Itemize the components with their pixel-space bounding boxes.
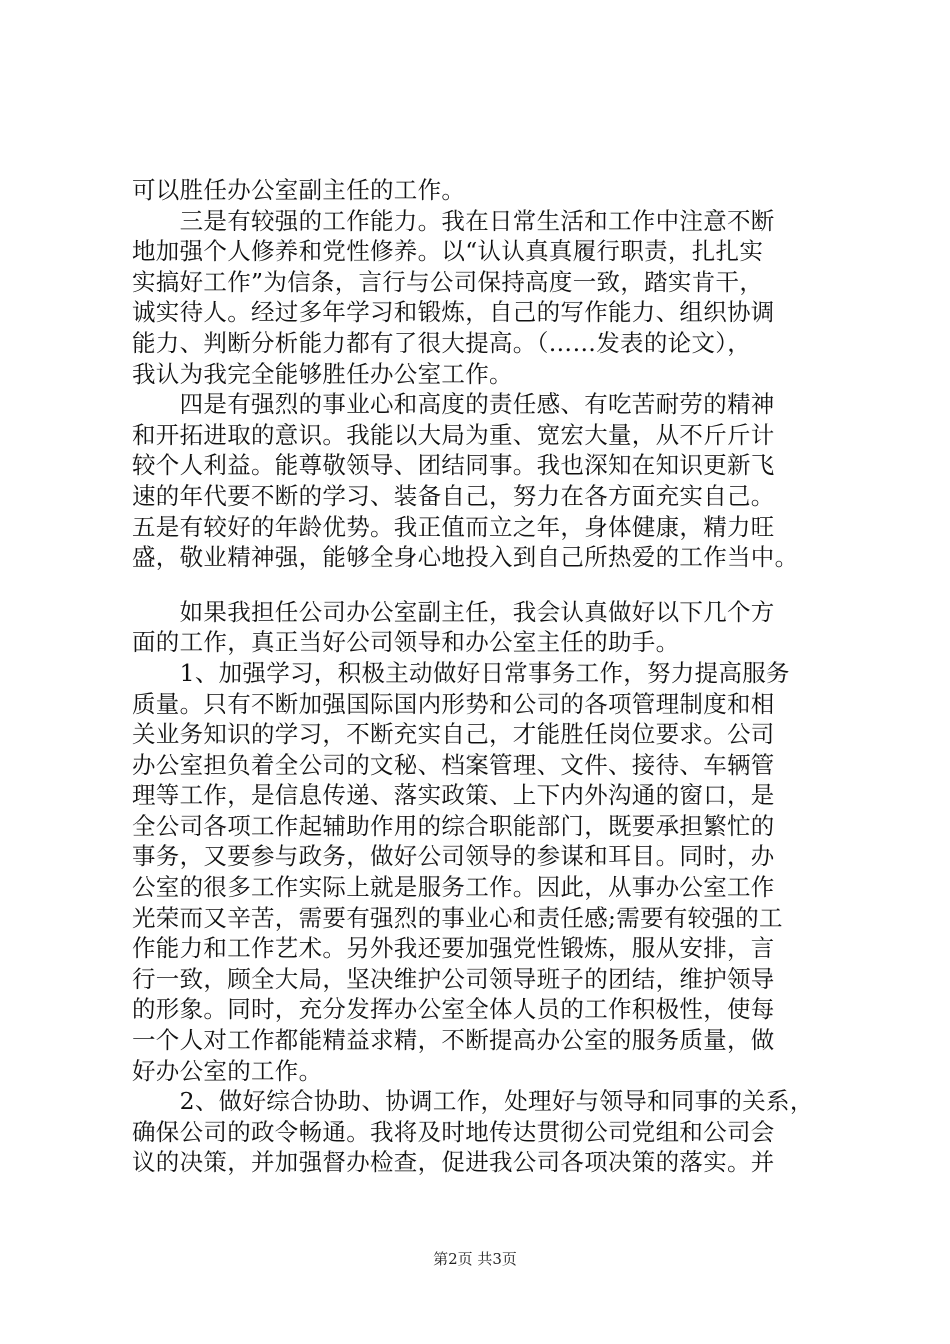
text-line: 五是有较好的年龄优势。我正值而立之年，身体健康，精力旺	[132, 512, 775, 541]
text-line: 三是有较强的工作能力。我在日常生活和工作中注意不断	[132, 206, 775, 235]
text-line: 地加强个人修养和党性修养。以“认认真真履行职责，扎扎实	[132, 237, 764, 266]
text-line: 如果我担任公司办公室副主任，我会认真做好以下几个方	[132, 597, 775, 626]
text-line: 诚实待人。经过多年学习和锻炼，自己的写作能力、组织协调	[132, 298, 775, 327]
text-line: 能力、判断分析能力都有了很大提高。（……发表的论文），	[132, 328, 752, 357]
text-block-strengths	[132, 175, 832, 573]
text-line: 理等工作，是信息传递、落实政策、上下内外沟通的窗口，是	[132, 781, 775, 810]
text-line: 2、做好综合协助、协调工作，处理好与领导和同事的关系，	[132, 1087, 814, 1116]
text-line: 盛，敬业精神强，能够全身心地投入到自己所热爱的工作当中。	[132, 543, 799, 572]
text-line: 我认为我完全能够胜任办公室工作。	[132, 359, 513, 388]
text-line: 公室的很多工作实际上就是服务工作。因此，从事办公室工作	[132, 873, 775, 902]
text-line: 实搞好工作”为信条，言行与公司保持高度一致，踏实肯干，	[132, 267, 764, 296]
text-line: 确保公司的政令畅通。我将及时地传达贯彻公司党组和公司会	[132, 1117, 775, 1146]
text-line: 作能力和工作艺术。另外我还要加强党性锻炼，服从安排，言	[132, 934, 775, 963]
text-line: 可以胜任办公室副主任的工作。	[132, 176, 466, 204]
text-line: 一个人对工作都能精益求精，不断提高办公室的服务质量，做	[132, 1026, 775, 1055]
text-line: 好办公室的工作。	[132, 1056, 323, 1085]
text-line: 和开拓进取的意识。我能以大局为重、宽宏大量，从不斤斤计	[132, 420, 775, 449]
text-line: 办公室担负着全公司的文秘、档案管理、文件、接待、车辆管	[132, 750, 775, 779]
text-line: 速的年代要不断的学习、装备自己，努力在各方面充实自己。	[132, 481, 775, 510]
text-line: 1、加强学习，积极主动做好日常事务工作，努力提高服务	[132, 658, 790, 687]
text-line: 光荣而又辛苦，需要有强烈的事业心和责任感;需要有较强的工	[132, 903, 783, 932]
paragraph-gap	[132, 573, 832, 597]
text-line: 较个人利益。能尊敬领导、团结同事。我也深知在知识更新飞	[132, 451, 775, 480]
document-body	[132, 175, 832, 1178]
text-line: 面的工作，真正当好公司领导和办公室主任的助手。	[132, 628, 680, 657]
text-line: 全公司各项工作起辅助作用的综合职能部门，既要承担繁忙的	[132, 811, 775, 840]
text-line: 关业务知识的学习，不断充实自己，才能胜任岗位要求。公司	[132, 720, 775, 749]
text-line: 四是有强烈的事业心和高度的责任感、有吃苦耐劳的精神	[132, 390, 775, 419]
text-block-plans	[132, 597, 832, 1178]
text-line: 事务，又要参与政务，做好公司领导的参谋和耳目。同时，办	[132, 842, 775, 871]
text-line: 的形象。同时，充分发挥办公室全体人员的工作积极性，使每	[132, 995, 775, 1024]
text-line: 议的决策，并加强督办检查，促进我公司各项决策的落实。并	[132, 1148, 775, 1177]
page-footer: 第2页 共3页	[433, 1250, 517, 1268]
text-line: 行一致，顾全大局，坚决维护公司领导班子的团结，维护领导	[132, 964, 775, 993]
text-line: 质量。只有不断加强国际国内形势和公司的各项管理制度和相	[132, 689, 775, 718]
